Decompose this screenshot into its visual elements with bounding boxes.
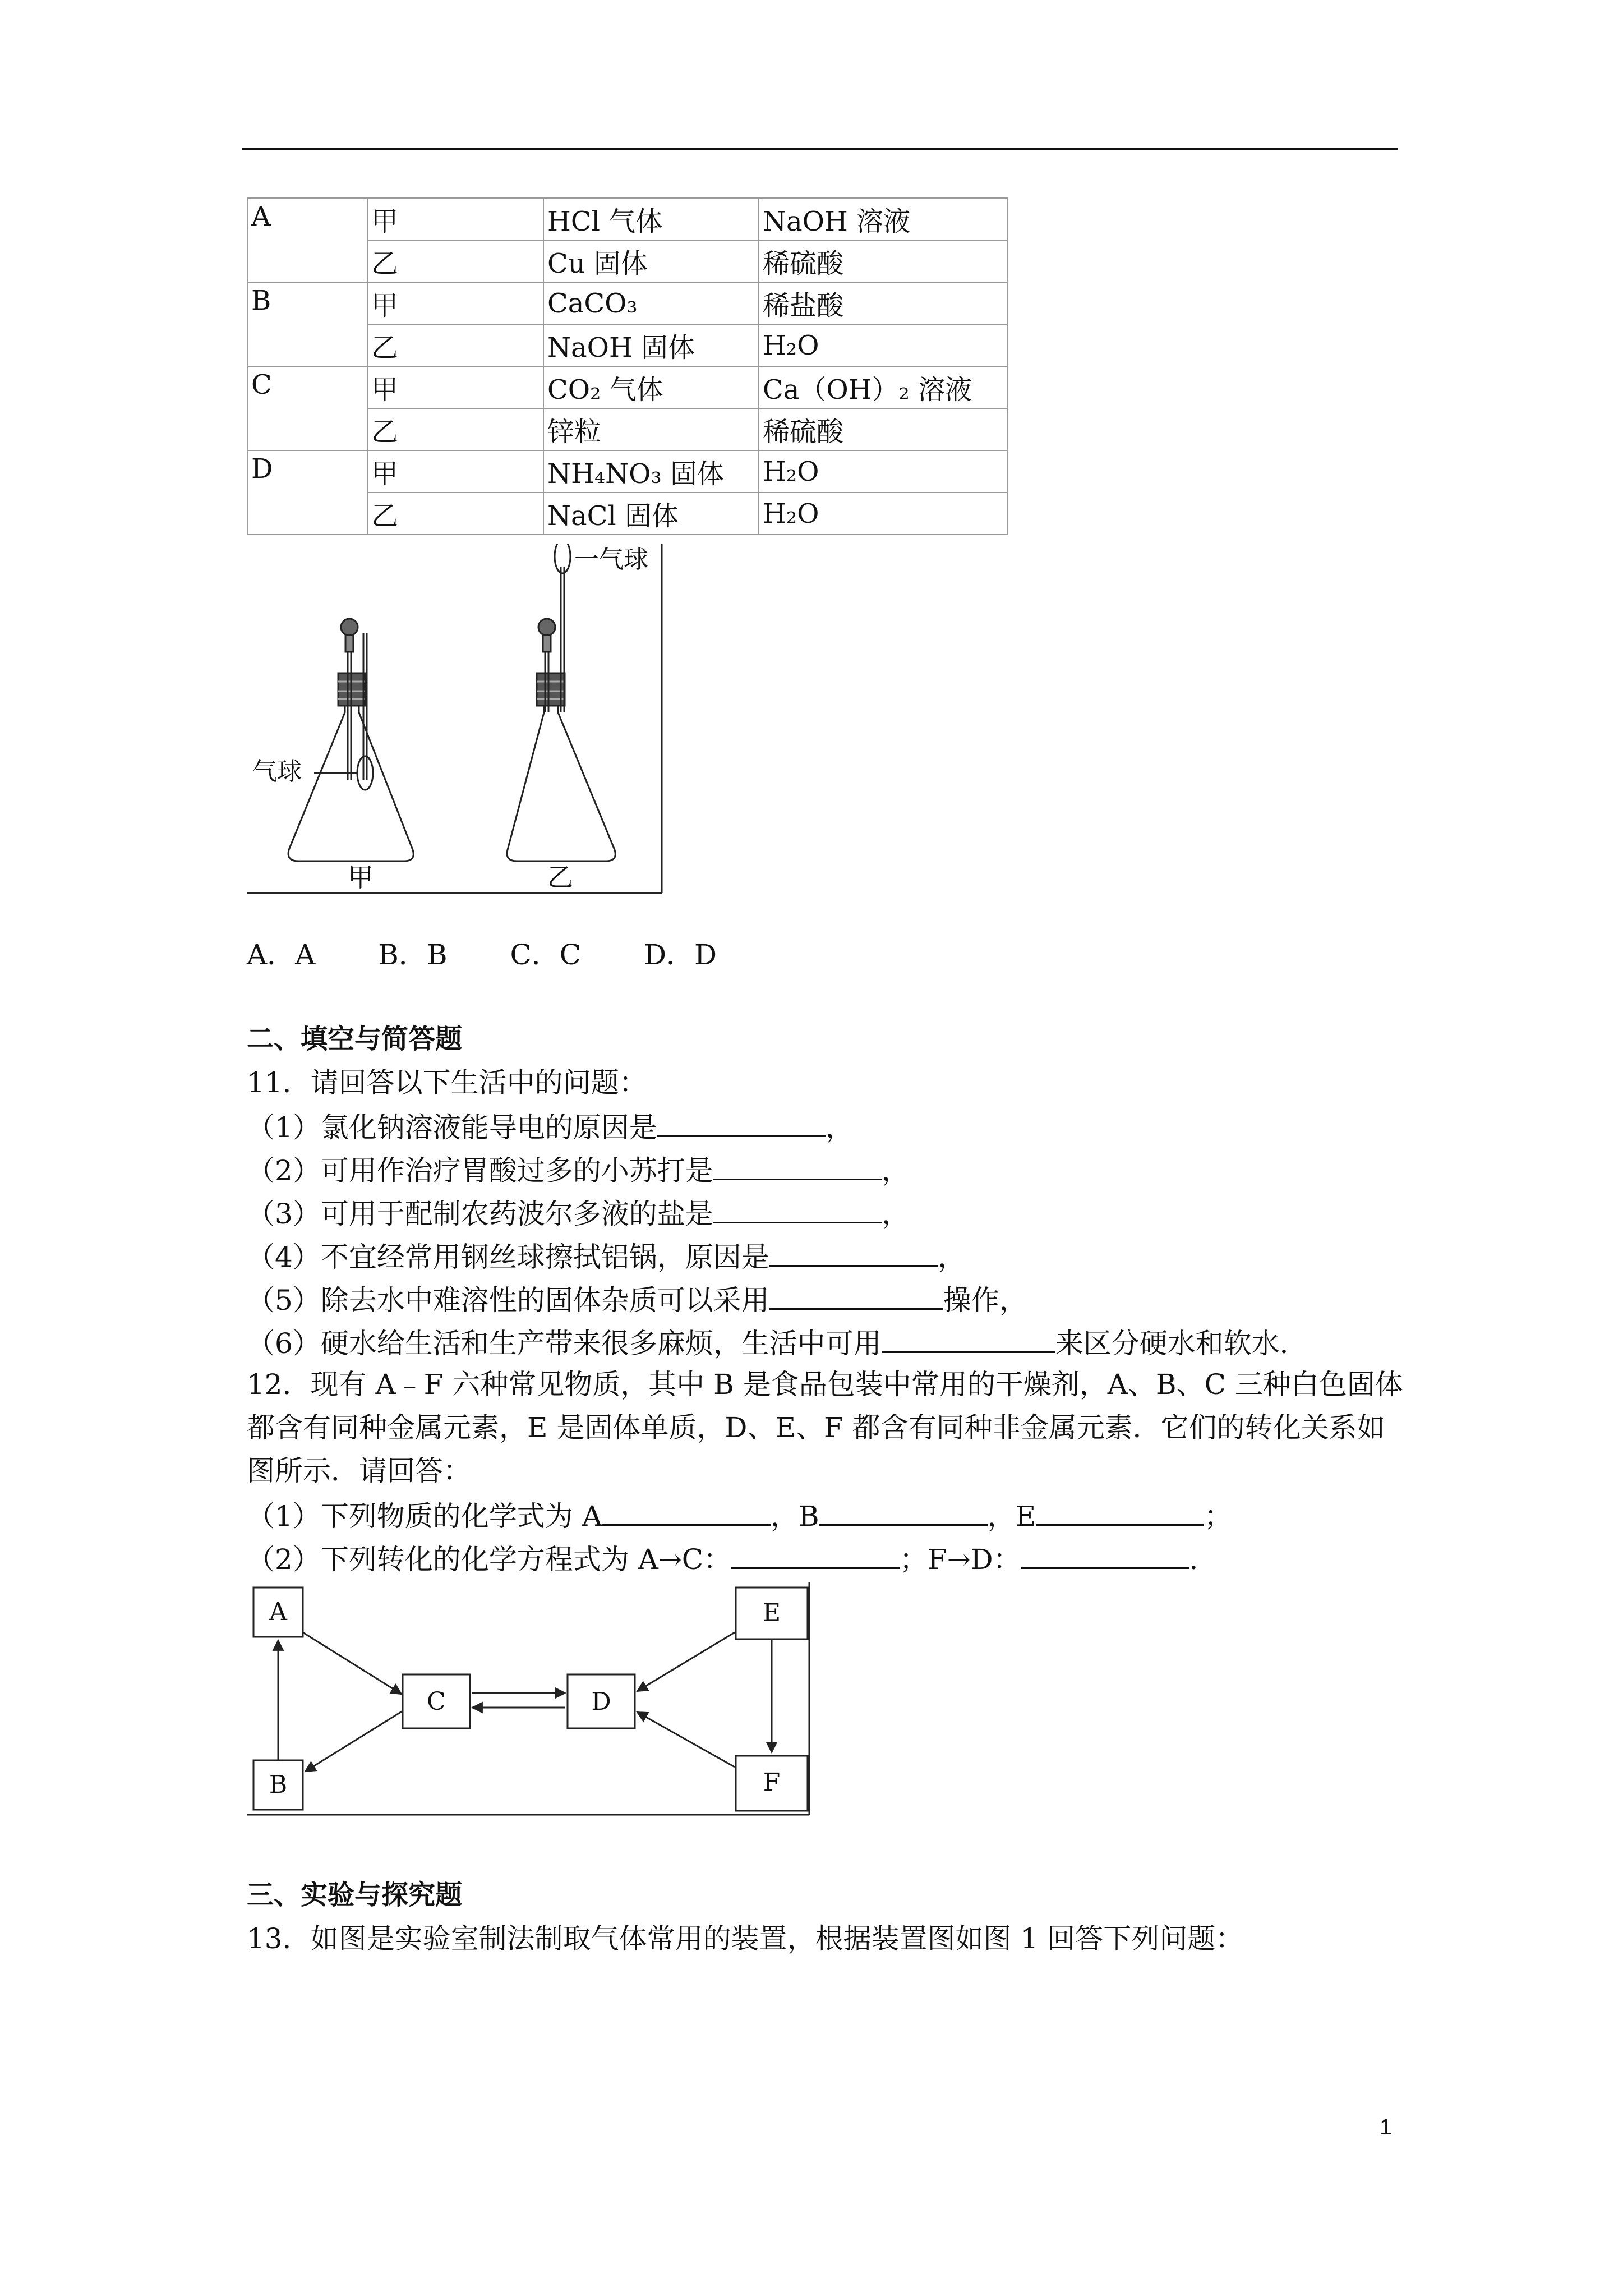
node-c <box>403 1674 470 1728</box>
q11-item-3-tail: ， <box>881 1198 910 1230</box>
answer-blank-a[interactable] <box>602 1497 771 1526</box>
balloon-label-left: 气球 <box>252 757 302 786</box>
option-letter: C <box>247 366 367 450</box>
solid-cell: NaOH 固体 <box>543 324 759 366</box>
q12-item-1-mid-b: ，B <box>770 1500 819 1533</box>
header-rule <box>242 148 1398 150</box>
liquid-cell: H₂O <box>759 493 1008 535</box>
q11-stem: 11．请回答以下生活中的问题： <box>247 1066 647 1099</box>
liquid-cell: H₂O <box>759 450 1008 493</box>
choice-a[interactable]: A．A <box>247 938 316 971</box>
q11-item-4-tail: ， <box>937 1241 966 1273</box>
q11-item-6-tail: 来区分硬水和软水． <box>1055 1327 1308 1360</box>
q11-item-1 <box>247 1108 854 1144</box>
flask-label: 乙 <box>367 493 543 535</box>
choice-c[interactable]: C．C <box>510 938 582 971</box>
conversion-diagram <box>247 1582 812 1816</box>
answer-blank-f-to-d[interactable] <box>1021 1540 1189 1569</box>
liquid-cell: H₂O <box>759 324 1008 366</box>
q11-item-5-text: （5）除去水中难溶性的固体杂质可以采用 <box>247 1284 769 1317</box>
solid-cell: Cu 固体 <box>543 240 759 282</box>
node-d-label: D <box>591 1687 611 1716</box>
page-number: 1 <box>1380 2115 1393 2139</box>
choice-d[interactable]: D．D <box>643 938 717 971</box>
q11-item-2-text: （2）可用作治疗胃酸过多的小苏打是 <box>247 1154 713 1187</box>
q11-item-1-text: （1）氯化钠溶液能导电的原因是 <box>247 1111 657 1144</box>
q11-item-6-text: （6）硬水给生活和生产带来很多麻烦，生活中可用 <box>247 1327 882 1360</box>
q12-stem-line-3: 图所示．请回答： <box>247 1455 471 1487</box>
q11-item-3 <box>247 1195 910 1231</box>
q12-stem-line-2: 都含有同种金属元素，E 是固体单质，D、E、F 都含有同种非金属元素．它们的转化关系如 <box>247 1411 1385 1444</box>
answer-blank[interactable] <box>769 1281 943 1310</box>
node-a-label: A <box>269 1598 287 1626</box>
arrow-f-to-d <box>637 1712 735 1767</box>
liquid-cell: 稀硫酸 <box>759 240 1008 282</box>
answer-blank[interactable] <box>882 1324 1055 1353</box>
q12-item-2-mid: ；F→D： <box>899 1543 1021 1576</box>
flask-label: 甲 <box>367 198 543 240</box>
q11-item-5 <box>247 1281 1027 1317</box>
flask-label: 甲 <box>367 282 543 324</box>
flask-jia <box>288 619 413 861</box>
q11-item-4-text: （4）不宜经常用钢丝球擦拭铝锅，原因是 <box>247 1241 769 1273</box>
flask-label-yi: 乙 <box>547 862 573 892</box>
node-a <box>253 1588 303 1637</box>
flask-label: 甲 <box>367 366 543 408</box>
q12-item-1-mid-e: ，E <box>987 1500 1036 1533</box>
q12-item-1-text: （1）下列物质的化学式为 A <box>247 1500 602 1533</box>
answer-blank[interactable] <box>713 1195 882 1223</box>
answer-blank-a-to-c[interactable] <box>731 1540 900 1569</box>
arrow-e-to-d <box>637 1632 735 1691</box>
q12-item-2-tail: ． <box>1189 1543 1218 1576</box>
q12-stem-line-1: 12．现有 A﹣F 六种常见物质，其中 B 是食品包装中常用的干燥剂，A、B、C 三种白色固体 <box>247 1368 1403 1401</box>
q11-item-6 <box>247 1324 1308 1360</box>
flask-apparatus-figure <box>247 544 663 895</box>
arrow-a-to-c <box>303 1632 402 1694</box>
q11-item-4 <box>247 1238 966 1274</box>
answer-blank[interactable] <box>657 1108 826 1137</box>
section-2-title: 二、填空与简答题 <box>247 1023 463 1055</box>
node-d <box>568 1674 635 1728</box>
answer-choices <box>247 938 771 972</box>
table-row <box>247 366 1008 408</box>
balloon-label-top: 一气球 <box>574 545 648 574</box>
options-table <box>247 197 1008 535</box>
flask-label: 乙 <box>367 324 543 366</box>
q12-item-1 <box>247 1497 1232 1533</box>
option-letter: B <box>247 282 367 366</box>
flask-yi <box>507 544 615 861</box>
liquid-cell: NaOH 溶液 <box>759 198 1008 240</box>
node-f-label: F <box>763 1768 781 1797</box>
q11-item-2-tail: ， <box>881 1154 910 1187</box>
solid-cell: NaCl 固体 <box>543 493 759 535</box>
solid-cell: HCl 气体 <box>543 198 759 240</box>
choice-b[interactable]: B．B <box>378 938 448 971</box>
liquid-cell: 稀硫酸 <box>759 408 1008 450</box>
flask-label: 甲 <box>367 450 543 493</box>
q11-item-5-tail: 操作， <box>943 1284 1027 1317</box>
flask-label: 乙 <box>367 240 543 282</box>
table-row <box>247 198 1008 240</box>
node-e <box>736 1588 808 1639</box>
q12-item-2 <box>247 1540 1218 1576</box>
flask-label: 乙 <box>367 408 543 450</box>
section-3-title: 三、实验与探究题 <box>247 1879 463 1911</box>
answer-blank-e[interactable] <box>1036 1497 1204 1526</box>
q12-item-2-text: （2）下列转化的化学方程式为 A→C： <box>247 1543 731 1576</box>
node-b <box>253 1760 303 1810</box>
solid-cell: CaCO₃ <box>543 282 759 324</box>
table-row <box>247 282 1008 324</box>
solid-cell: CO₂ 气体 <box>543 366 759 408</box>
solid-cell: 锌粒 <box>543 408 759 450</box>
node-c-label: C <box>427 1687 446 1716</box>
liquid-cell: Ca（OH）₂ 溶液 <box>759 366 1008 408</box>
answer-blank[interactable] <box>769 1238 938 1267</box>
option-letter: D <box>247 450 367 535</box>
table-row <box>247 450 1008 493</box>
node-e-label: E <box>762 1599 781 1627</box>
q13-stem: 13．如图是实验室制法制取气体常用的装置，根据装置图如图 1 回答下列问题： <box>247 1922 1244 1955</box>
q12-item-1-tail: ； <box>1204 1500 1233 1533</box>
option-letter: A <box>247 198 367 282</box>
solid-cell: NH₄NO₃ 固体 <box>543 450 759 493</box>
q11-item-3-text: （3）可用于配制农药波尔多液的盐是 <box>247 1198 713 1230</box>
node-f <box>736 1756 808 1811</box>
arrow-c-to-b <box>305 1711 403 1772</box>
q11-item-1-tail: ， <box>825 1111 854 1144</box>
q11-item-2 <box>247 1152 910 1188</box>
answer-blank-b[interactable] <box>819 1497 988 1526</box>
node-b-label: B <box>269 1770 288 1799</box>
liquid-cell: 稀盐酸 <box>759 282 1008 324</box>
answer-blank[interactable] <box>713 1152 882 1180</box>
flask-label-jia: 甲 <box>348 862 374 892</box>
